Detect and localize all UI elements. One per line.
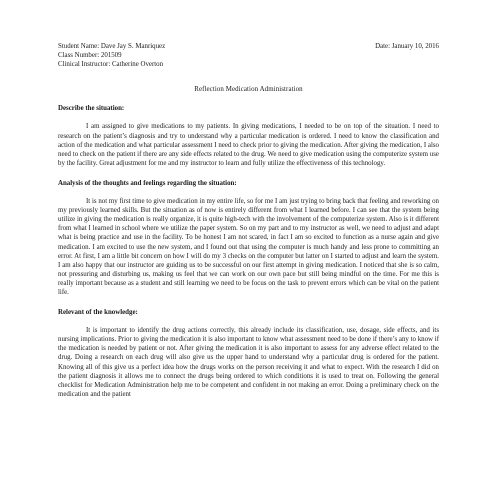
clinical-instructor: Clinical Instructor: Catherine Overton [58,61,164,69]
section-heading: Analysis of the thoughts and feelings regarding the situation: [58,179,237,187]
section-heading: Relevant of the knowledge: [58,309,138,317]
section-describe-situation [58,104,439,168]
section-heading: Describe the situation: [58,105,125,113]
document-title: Reflection Medication Administration [194,86,303,94]
document-date: Date: January 10, 2016 [375,43,439,50]
section-relevant-knowledge [58,308,439,399]
section-body: It is not my first time to give medication in my entire life, so for me I am just trying to bring back that feeling and reworking on my previously learned skills. But the situation as of now is entirely different from what I learned before. I can see that the system being utilize in giving the medication is really organize, it is quite high-tech with the involvement of the computerize system. Also is it different from what I learned in school where we utilize the paper system. So on my part and to my instructor as well, we need to adjust and adapt what is being practice and use in the facility. To be honest I am not scared, in fact I am so excited to function as a nurse again and give medication. I am excited to use the new system, and I found out that using the computer is much handy and less prone to committing an error. At first, I am a little bit concern on how I will do my 3 checks on the computer but latter on I started to adjust and learn the system. I am also happy that our instructor are guiding us to be successful on our first attempt in giving medication. I noticed that she is so calm, not pressuring and disturbing us, making us feel that we can work on our own pace but still being mindful on the time. For me this is really important because as a student and still learning we need to be focus on the task to prevent errors which can be vital on the patient life. [58,198,439,296]
section-body: It is important to identify the drug actions correctly, this already include its classification, use, dosage, side effects, and its nursing implications. Prior to giving the medication it is also important to know what assessment need to be done if there’s any to know if the medication is needed by patient or not. After giving the medication it is also important to assess for any adverse effect related to the drug. Doing a research on each drug will also give us the upper hand to understand why a particular drug is ordered for the patient. Knowing all of this give us a perfect idea how the drugs works on the person receiving it and what to expect. With the research I did on the patient diagnosis it allows me to connect the drugs being ordered to which conditions it is used to treat on. Following the general checklist for Medication Administration help me to be competent and confident in not making an error. Doing a preliminary check on the medication and the patient [58,327,439,398]
section-analysis [58,179,439,297]
class-number: Class Number: 201509 [58,52,122,60]
section-body: I am assigned to give medications to my patients. In giving medications, I needed to be on top of the situation. I need to research on the patient’s diagnosis and try to understand why a particular medication is ordered. I need to know the classification and action of the medication and what particular assessment I need to check prior to giving the medication. After giving the medication, I also need to check on the patient if there are any side effects related to the drug. We need to give medication using the computerize system use by the facility. Great adjustment for me and my instructor to learn and fully utilize the effectiveness of this technology. [58,123,439,167]
document-header [58,42,439,69]
student-name: Student Name: Dave Jay S. Manriquez [58,43,166,50]
